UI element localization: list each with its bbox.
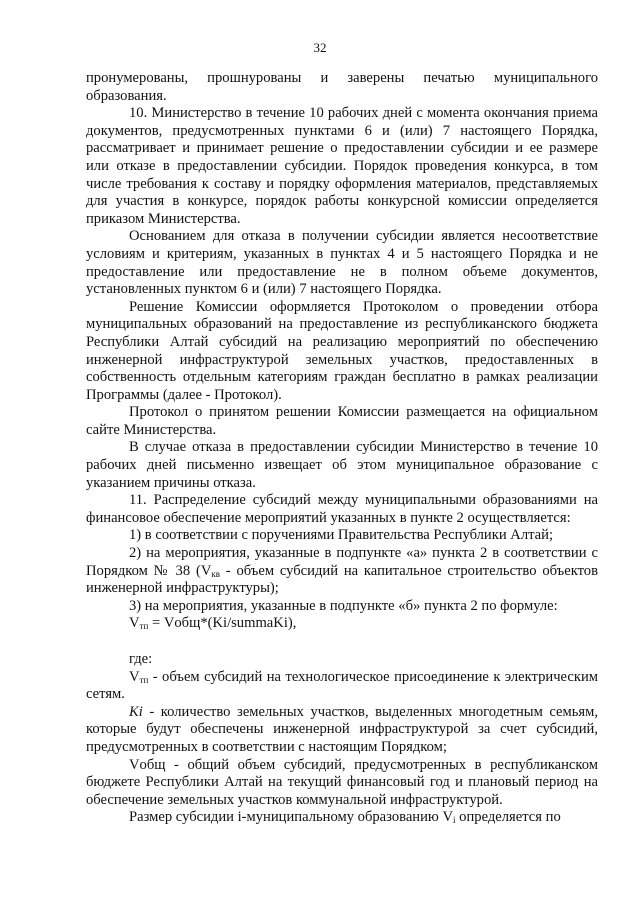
- list-item-3: 3) на мероприятия, указанные в подпункте «б» пункта 2 по формуле:: [129, 597, 558, 614]
- list-item-1: 1) в соответствии с поручениями Правительства Республики Алтай;: [129, 527, 553, 544]
- list-item-2-text-a: 2) на мероприятия, указанные в подпункте «а» пункта 2 в соответствии с Порядком № 38 (V: [86, 545, 598, 579]
- definition-ki-symbol: Ki: [129, 703, 143, 720]
- paragraph-continuation: пронумерованы, прошнурованы и заверены печатью муниципального образования.: [86, 70, 598, 104]
- definition-vtp-v: V: [129, 668, 140, 685]
- list-item-2-text-b: - объем субсидий на капитальное строительство объектов инженерной инфраструктуры);: [86, 562, 598, 597]
- paragraph-item-11: 11. Распределение субсидий между муниципальными образованиями на финансовое обеспечение мероприятий указанных в пункте 2 осуществляется:: [86, 492, 598, 526]
- spacer: [86, 633, 598, 651]
- formula-rest: = Vобщ*(Ki/summaKi),: [148, 615, 297, 632]
- definition-vtp-subscript: тп: [139, 674, 149, 685]
- where-label: где:: [129, 651, 153, 667]
- definition-ki: [86, 704, 598, 757]
- paragraph-refusal-grounds: Основанием для отказа в получении субсидии является несоответствие условиям и критериям, указанных в пунктах 4 и 5 настоящего Порядка и не предоставление или предоставление не в полном объеме документов, установленных пунктом 6 и (или) 7 настоящего Порядка.: [86, 228, 598, 298]
- paragraph-protocol-publication: Протокол о принятом решении Комиссии размещается на официальном сайте Министерства.: [86, 404, 598, 438]
- subsidy-size-subscript: i: [453, 815, 456, 826]
- definition-vobsh: Vобщ - общий объем субсидий, предусмотренных в республиканском бюджете Республики Алтай на текущий финансовый год и плановый период на обеспечение земельных участков коммунальной инфраструктурой.: [86, 756, 598, 808]
- paragraph-item-10: 10. Министерство в течение 10 рабочих дней с момента окончания приема документов, предусмотренных пунктами 6 и (или) 7 настоящего Порядка, рассматривает и принимает решение о предоставлении субсидии и ее размере или отказе в предоставлении субсидии. Порядок проведения конкурса, в том числе требования к составу и порядку оформления материалов, представляемых для участия в конкурсе, порядок работы конкурсной комиссии определяется приказом Министерства.: [86, 105, 598, 227]
- formula-subscript: тп: [139, 621, 149, 632]
- list-item-2-subscript: кв: [211, 568, 220, 579]
- paragraph-refusal-notice: В случае отказа в предоставлении субсидии Министерство в течение 10 рабочих дней письменно извещает об этом муниципальное образование с указанием причины отказа.: [86, 439, 598, 491]
- page-number: 32: [313, 40, 327, 55]
- subsidy-size-text-b: определяется по: [455, 809, 561, 826]
- formula: [86, 615, 598, 633]
- definition-vtp: [86, 669, 598, 704]
- definition-ki-text: - количество земельных участков, выделенных многодетным семьям, которые будут обеспечены инженерной инфраструктурой за счет субсидий, предусмотренных в соответствии с настоящим Порядком;: [86, 703, 598, 755]
- subsidy-size-text-a: Размер субсидии i-муниципальному образованию V: [129, 809, 454, 826]
- list-item-2: [86, 545, 598, 598]
- document-body: [86, 70, 598, 827]
- formula-v: V: [129, 615, 140, 632]
- paragraph-commission-decision: Решение Комиссии оформляется Протоколом о проведении отбора муниципальных образований на предоставление из республиканского бюджета Республики Алтай субсидий на реализацию мероприятий по обеспечению инженерной инфраструктурой земельных участков, предоставленных в собственность отдельным категориям граждан бесплатно в рамках реализации Программы (далее - Протокол).: [86, 298, 598, 403]
- paragraph-subsidy-size: [86, 809, 598, 827]
- definition-vtp-text: - объем субсидий на технологическое присоединение к электрическим сетям.: [86, 668, 598, 703]
